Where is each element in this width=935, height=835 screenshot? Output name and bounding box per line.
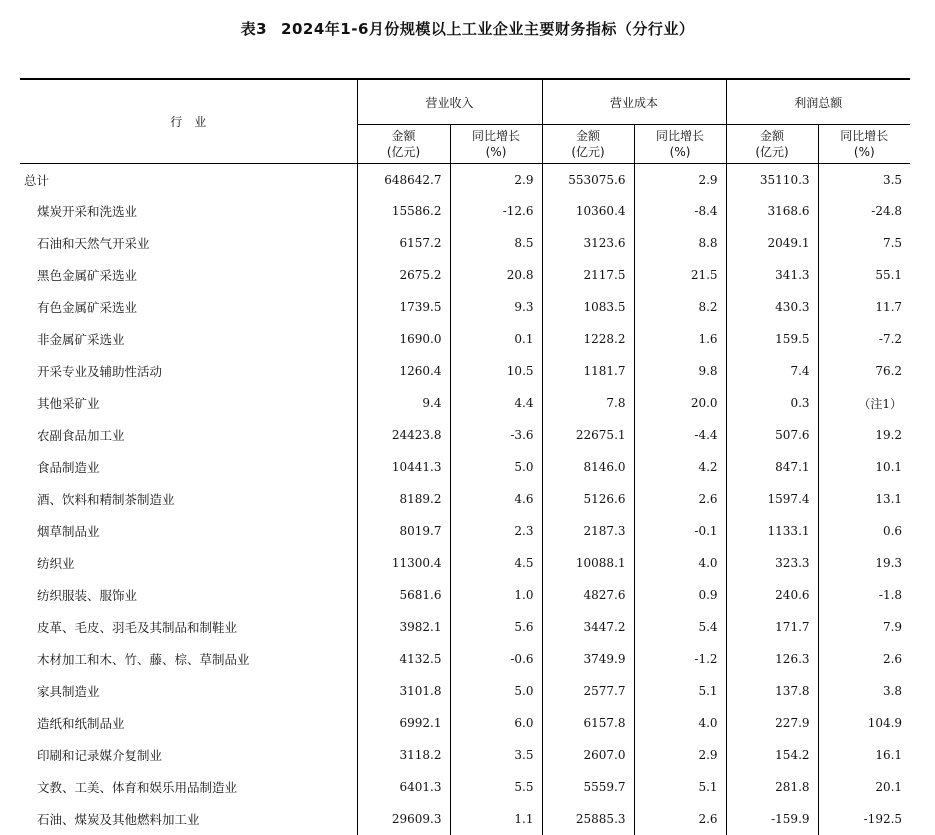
profit-growth-cell: 10.1: [818, 451, 910, 483]
revenue-amount-cell: 4132.5: [357, 643, 450, 675]
table-row: [20, 739, 910, 771]
revenue-amount-cell: 648642.7: [357, 164, 450, 196]
cost-growth-cell: 5.1: [634, 675, 726, 707]
industry-name-cell: 文教、工美、体育和娱乐用品制造业: [37, 780, 238, 795]
revenue-growth-cell: 9.3: [450, 291, 542, 323]
profit-growth-cell: 7.9: [818, 611, 910, 643]
table-row: [20, 323, 910, 355]
profit-growth-cell: -192.5: [818, 803, 910, 835]
profit-amount-cell: 430.3: [726, 291, 818, 323]
revenue-growth-cell: -3.6: [450, 419, 542, 451]
profit-amount-cell: 7.4: [726, 355, 818, 387]
table-row: [20, 579, 910, 611]
profit-amount-cell: 507.6: [726, 419, 818, 451]
industry-name-cell: 纺织服装、服饰业: [37, 588, 138, 603]
industry-name-cell: 纺织业: [37, 556, 75, 571]
revenue-amount-cell: 1739.5: [357, 291, 450, 323]
profit-amount-cell: 1133.1: [726, 515, 818, 547]
revenue-growth-cell: -0.6: [450, 643, 542, 675]
cost-growth-cell: 8.2: [634, 291, 726, 323]
industry-name-cell: 家具制造业: [37, 684, 100, 699]
industry-name-cell: 木材加工和木、竹、藤、棕、草制品业: [37, 652, 250, 667]
revenue-growth-cell: 3.5: [450, 739, 542, 771]
cost-amount-cell: 7.8: [542, 387, 634, 419]
profit-amount-cell: -159.9: [726, 803, 818, 835]
revenue-growth-cell: 5.5: [450, 771, 542, 803]
revenue-growth-cell: -12.6: [450, 195, 542, 227]
revenue-amount-cell: 1260.4: [357, 355, 450, 387]
revenue-amount-cell: 5681.6: [357, 579, 450, 611]
revenue-amount-cell: 6992.1: [357, 707, 450, 739]
table-row: [20, 771, 910, 803]
profit-growth-cell: 13.1: [818, 483, 910, 515]
profit-growth-cell: 20.1: [818, 771, 910, 803]
cost-growth-cell: 4.0: [634, 707, 726, 739]
table-row: [20, 643, 910, 675]
cost-growth-cell: 2.9: [634, 164, 726, 196]
profit-growth-header: 同比增长 (%): [818, 125, 910, 164]
cost-amount-cell: 5559.7: [542, 771, 634, 803]
profit-amount-cell: 227.9: [726, 707, 818, 739]
table-row: [20, 195, 910, 227]
industry-name-cell: 石油、煤炭及其他燃料加工业: [37, 812, 200, 827]
cost-amount-cell: 1228.2: [542, 323, 634, 355]
table-title: [0, 18, 935, 39]
cost-amount-cell: 1181.7: [542, 355, 634, 387]
industry-name-cell: 开采专业及辅助性活动: [37, 364, 163, 379]
cost-growth-cell: 4.2: [634, 451, 726, 483]
profit-group-header: 利润总额: [726, 79, 910, 125]
profit-growth-cell: 3.8: [818, 675, 910, 707]
profit-growth-cell: 55.1: [818, 259, 910, 291]
revenue-growth-cell: 4.4: [450, 387, 542, 419]
revenue-growth-header: 同比增长 (%): [450, 125, 542, 164]
cost-growth-cell: 9.8: [634, 355, 726, 387]
table-row: [20, 291, 910, 323]
industry-name-cell: 造纸和纸制品业: [37, 716, 125, 731]
table-number: 表3: [240, 20, 268, 38]
revenue-growth-cell: 5.0: [450, 675, 542, 707]
profit-amount-cell: 240.6: [726, 579, 818, 611]
profit-growth-cell: 7.5: [818, 227, 910, 259]
profit-growth-cell: 19.2: [818, 419, 910, 451]
profit-growth-cell: 3.5: [818, 164, 910, 196]
industry-name-cell: 烟草制品业: [37, 524, 100, 539]
profit-growth-cell: 76.2: [818, 355, 910, 387]
table-row: [20, 227, 910, 259]
industry-name-cell: 食品制造业: [37, 460, 100, 475]
industry-name-cell: 总计: [24, 172, 50, 188]
cost-amount-cell: 2577.7: [542, 675, 634, 707]
revenue-amount-header: 金额 (亿元): [357, 125, 450, 164]
revenue-amount-cell: 6401.3: [357, 771, 450, 803]
table-row: [20, 707, 910, 739]
profit-growth-cell: 11.7: [818, 291, 910, 323]
profit-growth-cell: 19.3: [818, 547, 910, 579]
revenue-amount-cell: 3118.2: [357, 739, 450, 771]
profit-amount-cell: 154.2: [726, 739, 818, 771]
table-row: [20, 387, 910, 419]
cost-amount-cell: 22675.1: [542, 419, 634, 451]
revenue-growth-cell: 2.9: [450, 164, 542, 196]
revenue-growth-cell: 4.6: [450, 483, 542, 515]
cost-growth-cell: 21.5: [634, 259, 726, 291]
cost-growth-cell: 20.0: [634, 387, 726, 419]
cost-growth-header: 同比增长 (%): [634, 125, 726, 164]
industry-column-header: 行 业: [20, 79, 357, 164]
table-row: [20, 611, 910, 643]
revenue-amount-cell: 29609.3: [357, 803, 450, 835]
profit-growth-cell: （注1）: [818, 387, 910, 419]
table-row: [20, 803, 910, 835]
revenue-group-header: 营业收入: [357, 79, 542, 125]
revenue-growth-cell: 2.3: [450, 515, 542, 547]
cost-growth-cell: 2.6: [634, 803, 726, 835]
profit-amount-cell: 323.3: [726, 547, 818, 579]
cost-amount-cell: 4827.6: [542, 579, 634, 611]
cost-growth-cell: 0.9: [634, 579, 726, 611]
profit-amount-cell: 2049.1: [726, 227, 818, 259]
revenue-growth-cell: 5.0: [450, 451, 542, 483]
table-title-text: 2024年1-6月份规模以上工业企业主要财务指标（分行业）: [281, 20, 695, 38]
revenue-growth-cell: 5.6: [450, 611, 542, 643]
industry-name-cell: 农副食品加工业: [37, 428, 125, 443]
cost-growth-cell: 1.6: [634, 323, 726, 355]
profit-amount-cell: 137.8: [726, 675, 818, 707]
profit-amount-cell: 171.7: [726, 611, 818, 643]
total-row: [20, 164, 910, 196]
industry-name-cell: 有色金属矿采选业: [37, 300, 138, 315]
cost-amount-header: 金额 (亿元): [542, 125, 634, 164]
revenue-growth-cell: 4.5: [450, 547, 542, 579]
cost-amount-cell: 2117.5: [542, 259, 634, 291]
cost-amount-cell: 10088.1: [542, 547, 634, 579]
revenue-growth-cell: 20.8: [450, 259, 542, 291]
cost-amount-cell: 8146.0: [542, 451, 634, 483]
revenue-growth-cell: 8.5: [450, 227, 542, 259]
table-row: [20, 355, 910, 387]
revenue-amount-cell: 8019.7: [357, 515, 450, 547]
cost-growth-cell: -0.1: [634, 515, 726, 547]
revenue-growth-cell: 6.0: [450, 707, 542, 739]
cost-amount-cell: 6157.8: [542, 707, 634, 739]
profit-growth-cell: 2.6: [818, 643, 910, 675]
cost-growth-cell: 2.9: [634, 739, 726, 771]
profit-growth-cell: 104.9: [818, 707, 910, 739]
profit-growth-cell: 0.6: [818, 515, 910, 547]
revenue-amount-cell: 24423.8: [357, 419, 450, 451]
profit-amount-cell: 126.3: [726, 643, 818, 675]
profit-amount-cell: 0.3: [726, 387, 818, 419]
cost-amount-cell: 25885.3: [542, 803, 634, 835]
cost-group-header: 营业成本: [542, 79, 726, 125]
revenue-amount-cell: 9.4: [357, 387, 450, 419]
revenue-amount-cell: 11300.4: [357, 547, 450, 579]
table-row: [20, 675, 910, 707]
cost-amount-cell: 3123.6: [542, 227, 634, 259]
revenue-amount-cell: 8189.2: [357, 483, 450, 515]
revenue-amount-cell: 3982.1: [357, 611, 450, 643]
profit-amount-cell: 341.3: [726, 259, 818, 291]
revenue-amount-cell: 1690.0: [357, 323, 450, 355]
cost-amount-cell: 2607.0: [542, 739, 634, 771]
revenue-amount-cell: 3101.8: [357, 675, 450, 707]
industry-name-cell: 皮革、毛皮、羽毛及其制品和制鞋业: [37, 620, 238, 635]
revenue-amount-cell: 15586.2: [357, 195, 450, 227]
profit-growth-cell: 16.1: [818, 739, 910, 771]
profit-amount-cell: 159.5: [726, 323, 818, 355]
cost-amount-cell: 10360.4: [542, 195, 634, 227]
cost-amount-cell: 553075.6: [542, 164, 634, 196]
revenue-growth-cell: 10.5: [450, 355, 542, 387]
revenue-growth-cell: 1.1: [450, 803, 542, 835]
table-row: [20, 259, 910, 291]
cost-growth-cell: 8.8: [634, 227, 726, 259]
revenue-amount-cell: 10441.3: [357, 451, 450, 483]
table-row: [20, 547, 910, 579]
cost-growth-cell: 5.4: [634, 611, 726, 643]
profit-amount-cell: 847.1: [726, 451, 818, 483]
profit-amount-header: 金额 (亿元): [726, 125, 818, 164]
industry-name-cell: 黑色金属矿采选业: [37, 268, 138, 283]
industry-name-cell: 其他采矿业: [37, 396, 100, 411]
cost-growth-cell: 2.6: [634, 483, 726, 515]
profit-amount-cell: 1597.4: [726, 483, 818, 515]
cost-growth-cell: 4.0: [634, 547, 726, 579]
industry-name-cell: 印刷和记录媒介复制业: [37, 748, 163, 763]
revenue-amount-cell: 2675.2: [357, 259, 450, 291]
industry-name-cell: 石油和天然气开采业: [37, 236, 150, 251]
profit-amount-cell: 281.8: [726, 771, 818, 803]
table-row: [20, 515, 910, 547]
profit-growth-cell: -24.8: [818, 195, 910, 227]
revenue-growth-cell: 1.0: [450, 579, 542, 611]
cost-amount-cell: 2187.3: [542, 515, 634, 547]
industry-name-cell: 煤炭开采和洗选业: [37, 204, 138, 219]
table-row: [20, 483, 910, 515]
profit-growth-cell: -7.2: [818, 323, 910, 355]
profit-growth-cell: -1.8: [818, 579, 910, 611]
cost-amount-cell: 1083.5: [542, 291, 634, 323]
profit-amount-cell: 35110.3: [726, 164, 818, 196]
financial-indicators-table: [20, 78, 910, 835]
revenue-amount-cell: 6157.2: [357, 227, 450, 259]
profit-amount-cell: 3168.6: [726, 195, 818, 227]
revenue-growth-cell: 0.1: [450, 323, 542, 355]
cost-growth-cell: -4.4: [634, 419, 726, 451]
industry-name-cell: 酒、饮料和精制茶制造业: [37, 492, 175, 507]
industry-name-cell: 非金属矿采选业: [37, 332, 125, 347]
table-row: [20, 419, 910, 451]
cost-amount-cell: 3447.2: [542, 611, 634, 643]
cost-amount-cell: 3749.9: [542, 643, 634, 675]
cost-amount-cell: 5126.6: [542, 483, 634, 515]
table-row: [20, 451, 910, 483]
cost-growth-cell: 5.1: [634, 771, 726, 803]
cost-growth-cell: -1.2: [634, 643, 726, 675]
cost-growth-cell: -8.4: [634, 195, 726, 227]
